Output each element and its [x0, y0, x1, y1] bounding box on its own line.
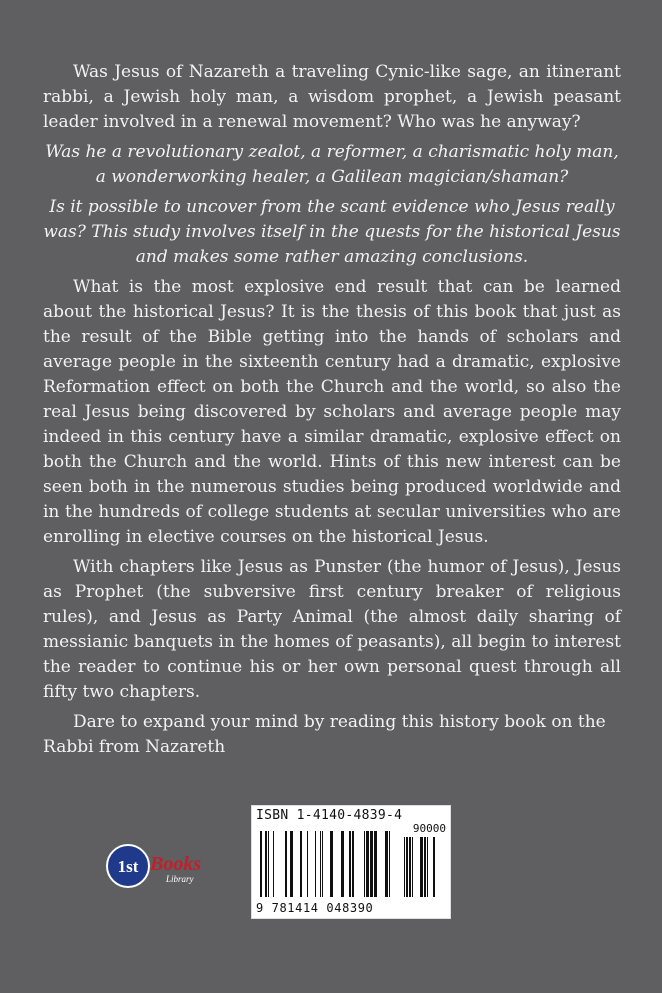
logo-books-text: Books — [150, 853, 202, 875]
back-cover-text — [43, 60, 621, 765]
barcode-bar — [352, 831, 354, 897]
logo-main-text: 1st — [117, 857, 139, 876]
barcode-bar — [322, 831, 323, 897]
barcode-bar — [315, 831, 316, 897]
barcode-addon-bar — [433, 837, 435, 897]
barcode-addon-bar — [424, 837, 426, 897]
publisher-logo-graphic — [104, 842, 214, 892]
barcode-bar — [265, 831, 267, 897]
barcode-addon-bar — [409, 837, 411, 897]
barcode-bar — [366, 831, 369, 897]
barcode-bar — [307, 831, 308, 897]
barcode-addon-bar — [420, 837, 423, 897]
barcode-bar — [268, 831, 269, 897]
barcode-bar — [273, 831, 274, 897]
barcode-bar — [285, 831, 287, 897]
publisher-logo — [104, 842, 214, 892]
barcode-bar — [370, 831, 373, 897]
italic-study-summary: Is it possible to uncover from the scant evidence who Jesus really was? This study involves itself in the quests for the historical Jesus and makes some rather amazing conclusions. — [43, 197, 621, 267]
chapters-paragraph: With chapters like Jesus as Punster (the humor of Jesus), Jesus as Prophet (the subversive first century breaker of religious rules), and Jesus as Party Animal (the almost daily sharing of messianic banquets in the homes of peasants), all begin to interest the reader to continue his or her own personal quest through all fifty two chapters. — [43, 557, 621, 702]
barcode-bar — [260, 831, 262, 897]
barcode-bar — [385, 831, 388, 897]
barcode-bar — [389, 831, 390, 897]
barcode-addon-bar — [412, 837, 413, 897]
barcode-addon-bar — [404, 837, 405, 897]
barcode-box — [251, 805, 451, 919]
closing-paragraph: Dare to expand your mind by reading this history book on the Rabbi from Nazareth — [43, 712, 606, 757]
italic-question: Was he a revolutionary zealot, a reformer, a charismatic holy man, a wonderworking healer, a Galilean magician/shaman? — [45, 142, 619, 187]
barcode-bar — [364, 831, 365, 897]
barcode-bar — [374, 831, 377, 897]
thesis-paragraph: What is the most explosive end result that can be learned about the historical Jesus? It is the thesis of this book that just as the result of the Bible getting into the hands of scholars and average people in the sixteenth century had a dramatic, explosive Reformation effect on both the Church and the world, so also the real Jesus being discovered by scholars and average people may indeed in this century have a similar dramatic, explosive effect on both the Church and the world. Hints of this new interest can be seen both in the numerous studies being produced worldwide and in the hundreds of college students at secular universities who are enrolling in elective courses on the historical Jesus. — [43, 277, 621, 547]
isbn-text: ISBN 1-4140-4839-4 — [256, 808, 403, 823]
barcode-bar — [290, 831, 293, 897]
barcode-bar — [320, 831, 321, 897]
intro-paragraph: Was Jesus of Nazareth a traveling Cynic-like sage, an itinerant rabbi, a Jewish holy man, a wisdom prophet, a Jewish peasant leader involved in a renewal movement? Who was he anyway? — [43, 62, 621, 132]
barcode-bar — [300, 831, 302, 897]
barcode-addon-bar — [406, 837, 408, 897]
barcode-bar — [330, 831, 333, 897]
barcode-bar — [341, 831, 344, 897]
barcode-addon-bar — [427, 837, 428, 897]
ean-number: 9 781414 048390 — [256, 901, 374, 915]
barcode-bars — [258, 823, 444, 899]
barcode-bar — [349, 831, 351, 897]
logo-library-text: Library — [166, 874, 194, 884]
price-code: 90000 — [412, 822, 446, 835]
